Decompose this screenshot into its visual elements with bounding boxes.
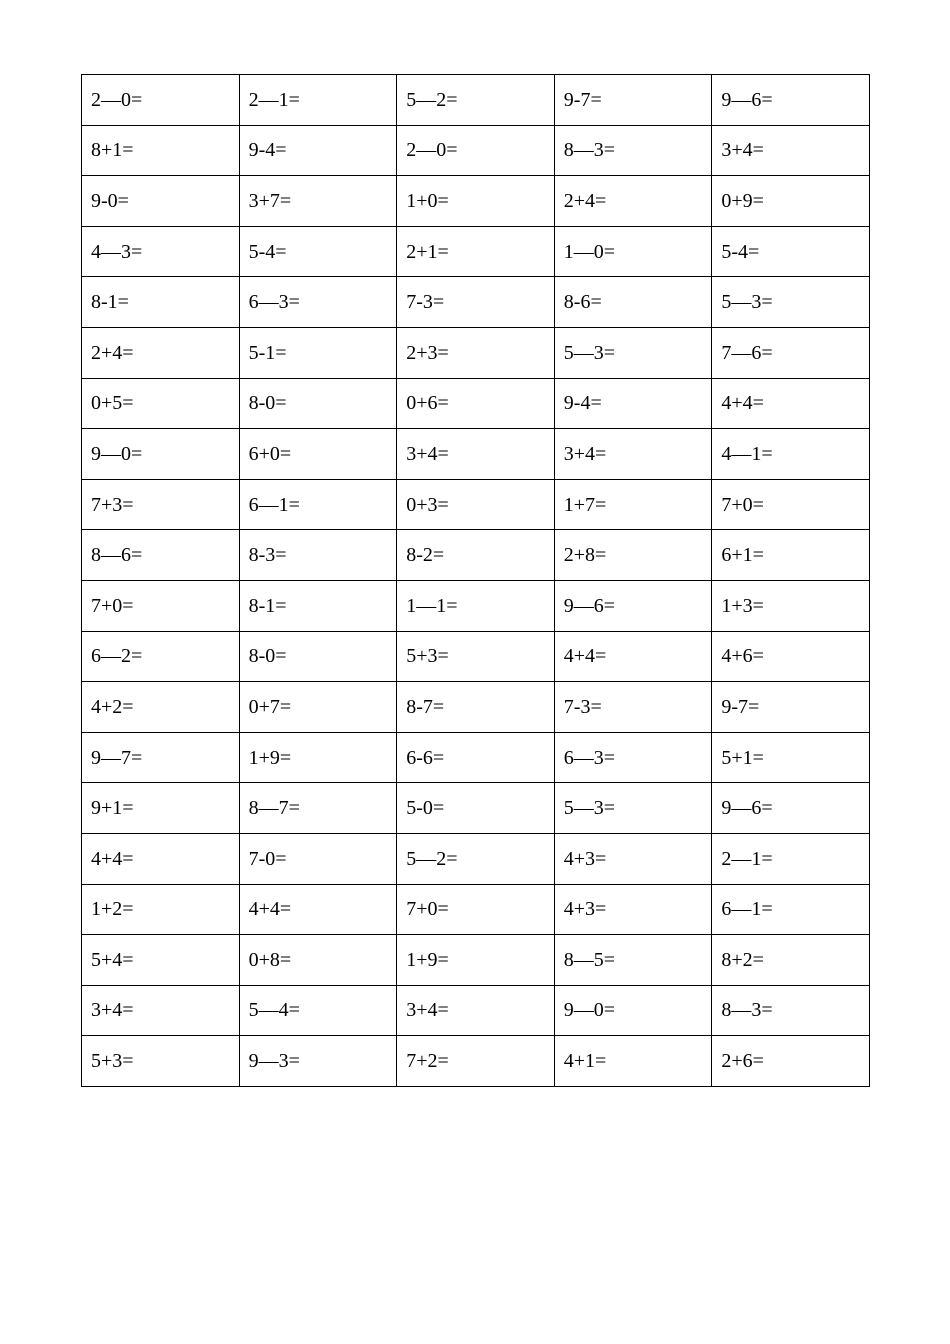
problem-cell: 9—0= bbox=[82, 429, 240, 480]
problem-cell: 5—2= bbox=[397, 75, 555, 126]
problem-cell: 8—6= bbox=[82, 530, 240, 581]
problem-cell: 6—2= bbox=[82, 631, 240, 682]
problem-cell: 5—2= bbox=[397, 833, 555, 884]
table-row bbox=[82, 833, 870, 884]
problem-cell: 5—3= bbox=[554, 327, 712, 378]
problem-cell: 5+3= bbox=[397, 631, 555, 682]
problem-cell: 7-3= bbox=[397, 277, 555, 328]
table-row bbox=[82, 176, 870, 227]
problem-cell: 0+7= bbox=[239, 682, 397, 733]
problem-cell: 5—4= bbox=[239, 985, 397, 1036]
problem-cell: 6—3= bbox=[554, 732, 712, 783]
table-row bbox=[82, 125, 870, 176]
problem-cell: 4+6= bbox=[712, 631, 870, 682]
problem-cell: 9—3= bbox=[239, 1036, 397, 1087]
problem-cell: 0+3= bbox=[397, 479, 555, 530]
problem-cell: 1+2= bbox=[82, 884, 240, 935]
problem-cell: 9-4= bbox=[239, 125, 397, 176]
problem-cell: 4+3= bbox=[554, 884, 712, 935]
problem-cell: 2+8= bbox=[554, 530, 712, 581]
problem-cell: 6+1= bbox=[712, 530, 870, 581]
problem-cell: 8+1= bbox=[82, 125, 240, 176]
problem-cell: 8-1= bbox=[82, 277, 240, 328]
problem-cell: 8—3= bbox=[554, 125, 712, 176]
problem-cell: 7+0= bbox=[712, 479, 870, 530]
problem-cell: 1+7= bbox=[554, 479, 712, 530]
problem-cell: 2—0= bbox=[82, 75, 240, 126]
problem-cell: 5-4= bbox=[239, 226, 397, 277]
problem-cell: 9-4= bbox=[554, 378, 712, 429]
problem-cell: 3+4= bbox=[712, 125, 870, 176]
problem-cell: 6—1= bbox=[712, 884, 870, 935]
table-row bbox=[82, 1036, 870, 1087]
problem-cell: 2—1= bbox=[239, 75, 397, 126]
table-row bbox=[82, 783, 870, 834]
problem-cell: 5-0= bbox=[397, 783, 555, 834]
problem-cell: 1+3= bbox=[712, 580, 870, 631]
problem-cell: 4—1= bbox=[712, 429, 870, 480]
problem-cell: 0+9= bbox=[712, 176, 870, 227]
table-row bbox=[82, 580, 870, 631]
problem-cell: 6—1= bbox=[239, 479, 397, 530]
problem-cell: 9-7= bbox=[554, 75, 712, 126]
problem-cell: 8-3= bbox=[239, 530, 397, 581]
problem-cell: 9—6= bbox=[712, 783, 870, 834]
problem-cell: 1+9= bbox=[239, 732, 397, 783]
problem-cell: 7+2= bbox=[397, 1036, 555, 1087]
problem-cell: 9-0= bbox=[82, 176, 240, 227]
table-row bbox=[82, 682, 870, 733]
problem-cell: 8-0= bbox=[239, 631, 397, 682]
problem-cell: 9—6= bbox=[554, 580, 712, 631]
problem-cell: 4+4= bbox=[82, 833, 240, 884]
problem-cell: 7+3= bbox=[82, 479, 240, 530]
problem-cell: 5-4= bbox=[712, 226, 870, 277]
table-row bbox=[82, 226, 870, 277]
problem-cell: 8—7= bbox=[239, 783, 397, 834]
problem-cell: 1—0= bbox=[554, 226, 712, 277]
problem-cell: 8—3= bbox=[712, 985, 870, 1036]
problem-cell: 2+6= bbox=[712, 1036, 870, 1087]
problem-cell: 5-1= bbox=[239, 327, 397, 378]
problem-cell: 4+4= bbox=[239, 884, 397, 935]
problem-cell: 3+4= bbox=[397, 985, 555, 1036]
problem-cell: 2+4= bbox=[82, 327, 240, 378]
table-row bbox=[82, 935, 870, 986]
problem-cell: 1+0= bbox=[397, 176, 555, 227]
problem-cell: 8+2= bbox=[712, 935, 870, 986]
problem-cell: 9—0= bbox=[554, 985, 712, 1036]
problem-cell: 4+2= bbox=[82, 682, 240, 733]
table-row bbox=[82, 327, 870, 378]
problem-cell: 5+3= bbox=[82, 1036, 240, 1087]
problem-cell: 9—6= bbox=[712, 75, 870, 126]
problem-cell: 3+7= bbox=[239, 176, 397, 227]
table-row bbox=[82, 75, 870, 126]
table-row bbox=[82, 277, 870, 328]
table-row bbox=[82, 530, 870, 581]
problem-cell: 5+4= bbox=[82, 935, 240, 986]
problem-cell: 4+4= bbox=[712, 378, 870, 429]
problem-cell: 2—1= bbox=[712, 833, 870, 884]
problem-cell: 4+4= bbox=[554, 631, 712, 682]
problem-cell: 5—3= bbox=[554, 783, 712, 834]
problem-cell: 7+0= bbox=[397, 884, 555, 935]
problem-cell: 1+9= bbox=[397, 935, 555, 986]
problem-cell: 8-0= bbox=[239, 378, 397, 429]
problem-cell: 4+1= bbox=[554, 1036, 712, 1087]
problem-cell: 2+1= bbox=[397, 226, 555, 277]
table-row bbox=[82, 479, 870, 530]
problem-cell: 7+0= bbox=[82, 580, 240, 631]
problem-cell: 8-6= bbox=[554, 277, 712, 328]
problem-cell: 8—5= bbox=[554, 935, 712, 986]
problem-cell: 4+3= bbox=[554, 833, 712, 884]
problem-cell: 2—0= bbox=[397, 125, 555, 176]
problem-cell: 8-7= bbox=[397, 682, 555, 733]
problem-cell: 0+5= bbox=[82, 378, 240, 429]
problem-cell: 7-0= bbox=[239, 833, 397, 884]
problem-cell: 5+1= bbox=[712, 732, 870, 783]
problem-cell: 3+4= bbox=[554, 429, 712, 480]
table-row bbox=[82, 985, 870, 1036]
problem-cell: 6—3= bbox=[239, 277, 397, 328]
table-row bbox=[82, 631, 870, 682]
problem-cell: 0+8= bbox=[239, 935, 397, 986]
problem-cell: 6+0= bbox=[239, 429, 397, 480]
problem-cell: 4—3= bbox=[82, 226, 240, 277]
problem-cell: 2+3= bbox=[397, 327, 555, 378]
table-row bbox=[82, 732, 870, 783]
table-row bbox=[82, 884, 870, 935]
problem-cell: 3+4= bbox=[397, 429, 555, 480]
problem-cell: 6-6= bbox=[397, 732, 555, 783]
problem-cell: 9+1= bbox=[82, 783, 240, 834]
problem-cell: 3+4= bbox=[82, 985, 240, 1036]
worksheet-body bbox=[82, 75, 870, 1087]
problem-cell: 9—7= bbox=[82, 732, 240, 783]
problem-cell: 2+4= bbox=[554, 176, 712, 227]
problem-cell: 7-3= bbox=[554, 682, 712, 733]
problem-cell: 1—1= bbox=[397, 580, 555, 631]
table-row bbox=[82, 378, 870, 429]
table-row bbox=[82, 429, 870, 480]
problem-cell: 7—6= bbox=[712, 327, 870, 378]
problem-cell: 9-7= bbox=[712, 682, 870, 733]
problem-cell: 0+6= bbox=[397, 378, 555, 429]
problem-cell: 8-1= bbox=[239, 580, 397, 631]
problem-cell: 8-2= bbox=[397, 530, 555, 581]
arithmetic-worksheet-table bbox=[81, 74, 870, 1087]
problem-cell: 5—3= bbox=[712, 277, 870, 328]
